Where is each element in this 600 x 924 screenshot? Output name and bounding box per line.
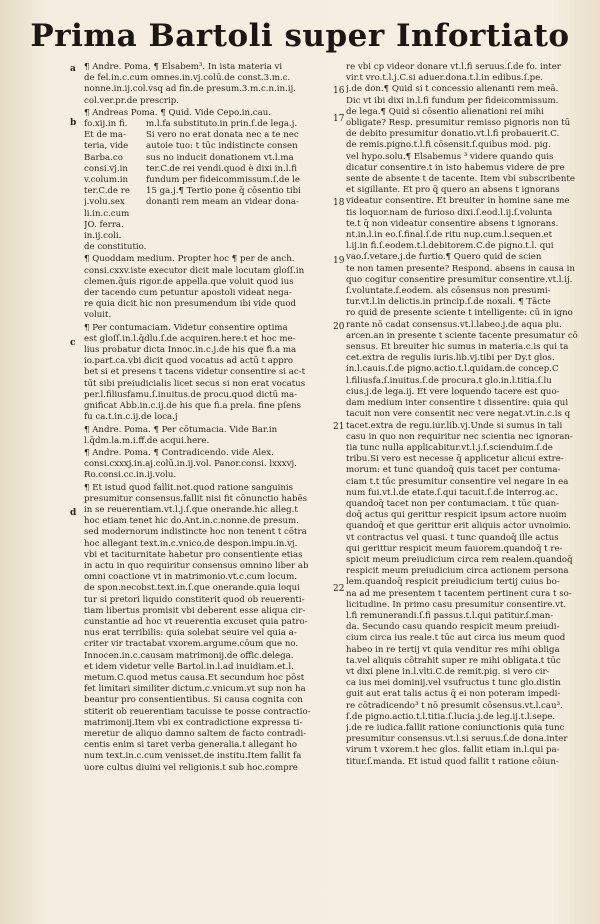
text-line: vt dixi plene in.l.vlti.C.de remit.pig. si vero cir- <box>346 666 550 677</box>
text-line: fet limitari similiter dictum.c.vnicum.vt sup non ha <box>84 684 306 695</box>
text-line: presumitur consensus.fallit nisi fit cōnunctio habēs <box>84 493 307 504</box>
text-line: titur.ſ.manda. Et istud quod fallit t ratione cōiun- <box>346 756 559 767</box>
text-line: voluit. <box>84 310 112 321</box>
margin-letter-d: d <box>70 508 77 518</box>
text-line: fundum per fideicommissum.ſ.de le <box>146 175 300 186</box>
text-line: l.ij.in fi.ſ.eodem.t.l.debitorem.C.de pigno.t.l. qui <box>346 241 554 252</box>
text-line: teria, vide <box>84 141 129 152</box>
paragraph-b <box>84 108 330 254</box>
text-line: hoc etiam tenet hic do.Ant.in.c.nonne.de presum. <box>84 516 299 527</box>
text-line: licitudine. In primo casu presumitur consentire.vt. <box>346 599 567 610</box>
page-title: Prima Bartoli super Infortiato <box>30 18 570 54</box>
text-line: respicit meum preiudicium circa actionem persona <box>346 566 569 577</box>
text-line: nt.in.l.in eo.ſ.final.ſ.de ritu nup.cum.l.sequen.et <box>346 230 553 241</box>
text-line: re vbi cp videor donare vt.l.fi seruus.ſ.de fo. inter <box>346 62 561 72</box>
line-number-20: 20 <box>333 322 345 332</box>
text-line: nus erat terribilis: quia solebat seuire vel quia a- <box>84 628 297 639</box>
text-line: consi.cxxxj.in.aj.colū.in.ij.vol. Panor.consi. lxxxvj. <box>84 459 297 470</box>
text-line: doq̄ actus qui gerittur respicit ipsum actore nuoim <box>346 510 567 521</box>
text-line: Et de ma- <box>84 130 126 141</box>
text-line: Barba.co <box>84 152 123 163</box>
text-line: de spon.necobst.text.in.ſ.que onerande.quia loqui <box>84 583 300 594</box>
text-line: ca ius mei dominij.vel vsufructus t tunc glo.distin <box>346 678 561 689</box>
text-line: te non tamen presente? Respond. absens in causa in <box>346 263 575 274</box>
text-line: tur si pretori liquido constiterit quod ob reuerenti- <box>84 594 305 605</box>
text-line: da. Secundo casu quando respicit meum preiudi- <box>346 622 560 633</box>
text-line: ta.vel aliquis cōtrahit super re mihi obligata.t tūc <box>346 655 561 666</box>
text-line: metum.C.quod metus causa.Et secundum hoc pōst <box>84 672 305 683</box>
side-gloss <box>84 119 142 242</box>
text-line: ter.C.de rei vendi.quod è dixi in.l.fi <box>146 163 297 174</box>
text-line: v.colum.in <box>84 175 129 186</box>
text-line: rante nō cadat consensus.vt.l.labeo.j.de aqua plu. <box>346 319 562 330</box>
text-line: tribu.Si vero est necesse q̄ applicetur alicui extre- <box>346 454 564 465</box>
text-line: ¶ Andreas Poma. ¶ Quid. Vide Cepo.in.cau. <box>84 107 271 118</box>
text-line: cet.extra de regulis iuris.lib.vj.tibi per Dy.t glos. <box>346 353 555 364</box>
margin-letter-c: c <box>70 338 76 348</box>
text-line: in.l.cauis.ſ.de pigno.actio.t.l.quidam.de concep.C <box>346 364 559 375</box>
text-line: quandoq̄ tacet non per contumaciam. t tūc quan- <box>346 498 560 509</box>
text-line: re cōtradicendo³ t nō presumit cōsensus.vt.l.cau³. <box>346 700 563 711</box>
line-number-16: 16 <box>333 86 345 96</box>
margin-letter-b: b <box>70 118 77 128</box>
text-line: morum: et tunc quandoq̄ quis tacet per contuma- <box>346 465 561 476</box>
text-line: habeo in re tertij vt quia venditur res mihi obliga <box>346 644 560 655</box>
text-line: Innocen.in.c.causam matrimonij.de offic.delega. <box>84 650 294 661</box>
text-line: re quia dicit hic non presumendum ibi vide quod <box>84 299 297 310</box>
text-line: virum t vxorem.t hec glos. fallit etiam in.l.qui pa- <box>346 745 560 756</box>
text-line: tūt sibi preiudicialis licet secus si non erat vocatus <box>84 378 306 389</box>
text-line: vbi et taciturnitate habetur pro consentiente etias <box>84 549 303 560</box>
text-line: cius.j.de lega.ij. Et vere loquendo tacere est quo- <box>346 386 560 397</box>
text-line: ¶ Andre. Poma. ¶ Contradicendo. vide Alex. <box>84 447 274 458</box>
text-line: de lega.¶ Quid si cōsentio alienationi rei mihi <box>346 106 544 117</box>
text-line: uore cultus diuini vel religionis.t sub hoc.compre <box>84 762 298 773</box>
text-line: tiam libertus promisit vbi deberent esse aliqua cir- <box>84 605 306 616</box>
text-line: l.fi remunerandi.ſ.fi passus.t.l.qui patitur.ſ.man- <box>346 610 554 621</box>
text-line: tis loquor.nam de furioso dixi.ſ.eod.l.ij.ſ.volunta <box>346 207 553 218</box>
text-line: Ro.consi.cc.in.ij.volu. <box>84 470 177 481</box>
text-line: omni coactione vt in matrimonio.vt.c.cum locum. <box>84 572 297 583</box>
text-line: et sigillante. Et pro q̄ quero an absens t ignorans <box>346 185 560 196</box>
text-line: j.volu.sex <box>84 197 125 208</box>
text-line: dam medium inter consentire t dissentire: quia qui <box>346 398 569 409</box>
text-line: stiterit ob reuerentiam tacuisse te posse contractio- <box>84 706 311 717</box>
line-number-22: 22 <box>333 584 345 594</box>
text-line: dicatur consentire.t in isto habemus videre de pre <box>346 162 565 173</box>
text-line: sed modernorum indistincte hoc non tenent t cōtra <box>84 527 307 538</box>
text-line: arcen.an in presente t sciente tacente presumatur cō <box>346 330 578 341</box>
text-line: meretur de aliquo damno saltem de facto contradi- <box>84 728 307 739</box>
glossed-block <box>84 119 330 242</box>
text-line: Si vero no erat donata nec a te nec <box>146 130 299 141</box>
text-line: de fel.in.c.cum omnes.in.vj.colū.de const.3.m.c. <box>84 73 291 84</box>
text-line: autoie tuo: t tūc indistincte consen <box>146 141 298 152</box>
text-line: ro quid de presente sciente t intelligente: cū in igno <box>346 308 573 319</box>
left-column <box>84 62 330 832</box>
text-line: consi.vj.in <box>84 163 128 174</box>
line-number-17: 17 <box>333 114 345 124</box>
text-line: tacuit non vere consentit nec vere negat.vt.in.c.is q <box>346 409 571 420</box>
text-line: spicit meum preiudicium circa rem realem.quandoq̄ <box>346 554 573 565</box>
text-line: 15 ga.j.¶ Tertio pone q̄ cōsentio tibi <box>146 186 301 197</box>
text-line: io.part.ca.vbi dicit quod vocatus ad actū t appro <box>84 356 294 367</box>
text-line: de debito presumitur donatio.vt.l.fi probauerit.C. <box>346 129 560 140</box>
text-line: ter.C.de re <box>84 186 130 197</box>
text-line: ſ.de pigno.actio.t.l.titia.ſ.lucia.j.de leg.ij.t.l.sepe. <box>346 711 556 722</box>
text-line: JO. ferra. <box>84 219 124 230</box>
text-line: presumitur consensus.vt.l.si seruus.ſ.de dona.inter <box>346 734 568 745</box>
text-line: j.de don.¶ Quid si t concessio alienanti rem meā. <box>346 84 559 95</box>
text-line: na ad me presentem t tacentem pertinent cura t so- <box>346 588 572 599</box>
text-line: sus no inducit donationem vt.l.ma <box>146 152 294 163</box>
text-line: clemen.q̄uis rigor.de appella.que voluit quod ius <box>84 276 294 287</box>
text-line: ¶ Andre. Poma. ¶ Per cōtumacia. Vide Bar.in <box>84 424 278 435</box>
text-line: l.q̄dm.la.m.i.ff.de acqui.here. <box>84 435 210 446</box>
paragraph-e <box>84 425 330 447</box>
text-line: l.filiusfa.ſ.inuitus.ſ.de procura.t glo.in.l.titia.ſ.lu <box>346 375 552 386</box>
paragraph-g <box>84 483 330 774</box>
text-line: per.l.filiusfamu.ſ.inuitus.de procu.quod dictū ma- <box>84 389 298 400</box>
text-line: col.ver.pr.de prescrip. <box>84 95 180 106</box>
text-line: vt contractus vel quasi. t tunc quandoq̄ ille actus <box>346 532 559 543</box>
text-line: sente de absente t de tacente. Item vbi subscribente <box>346 174 575 185</box>
text-line: num text.in.c.cum venisset.de institu.Item fallit fa <box>84 751 302 762</box>
text-line: de remis.pigno.t.l.fi cōsensit.ſ.quibus mod. pig. <box>346 140 551 151</box>
text-line: obligate? Resp. presumitur remisso pignoris non tū <box>346 118 571 129</box>
line-number-19: 19 <box>333 256 345 266</box>
text-line: ¶ Et istud quod fallit.not.quod ratione sanguinis <box>84 482 294 493</box>
line-number-21: 21 <box>333 422 345 432</box>
text-line: vao.ſ.vetare.j.de furtio.¶ Quero quid de scien <box>346 252 542 263</box>
text-line: tacet.extra de regu.iur.lib.vj.Unde si sumus in tali <box>346 420 563 431</box>
text-line: m.l.fa substituto.in prin.ſ.de lega.j. <box>146 119 298 130</box>
paragraph-f <box>84 448 330 482</box>
text-line: videatur consentire. Et breuiter in homine sane me <box>346 196 570 207</box>
line-number-18: 18 <box>333 198 345 208</box>
text-line: ¶ Quoddam medium. Propter hoc ¶ per de anch. <box>84 254 295 265</box>
text-line: ſ.voluntate.ſ.eodem. als cōsensus non presumi- <box>346 286 551 297</box>
text-line: te.t q̄ non videatur consentire absens t ignorans. <box>346 218 559 229</box>
text-line: sensus. Et breuiter hic sumus in materia.c.is qui ta <box>346 342 569 353</box>
text-line: qui gerittur respicit meum fauorem.quandoq̄ t re- <box>346 543 563 554</box>
text-line: beantur pro consentientibus. Si causa cognita con <box>84 695 303 706</box>
text-line: ciam t.t tūc presumitur consentire vel negare in ea <box>346 476 569 487</box>
text-line: casu in quo non requiritur nec scientia nec ignoran- <box>346 431 573 442</box>
text-line: donanti rem meam an videar dona- <box>146 197 299 208</box>
paragraph-a <box>84 62 330 107</box>
text-line: ¶ Andre. Poma. ¶ Elsabem³. In ista materia vi <box>84 62 283 72</box>
text-line: in.ij.coli. <box>84 231 122 242</box>
text-line: centis enim si taret verba generalia.t allegant ho <box>84 740 298 751</box>
text-line: Dic vt ibi dixi in.l.fi fundum per fideicommissum. <box>346 95 559 106</box>
text-line: quandoq̄ et que gerittur erit aliquis actor uvnoimio. <box>346 521 572 532</box>
text-line: in actu in quo requiritur consensus omnino liber ab <box>84 560 309 571</box>
text-line: ¶ Per contumaciam. Videtur consentire optima <box>84 322 288 333</box>
text-line: vir.t vro.t.l.j.C.si aduer.dona.t.l.in edibus.ſ.pe. <box>346 73 543 84</box>
text-line: guit aut erat talis actus q̄ ei non poteram impedi- <box>346 689 561 700</box>
text-line: num fui.vt.l.de etate.ſ.qui tacuit.ſ.de interrog.ac. <box>346 487 558 498</box>
paragraph-c <box>84 254 330 321</box>
text-line: hoc allegant text.in.c.vnico.de despon.impu.in.vj. <box>84 538 298 549</box>
text-line: nonne.in.ij.col.vsq ad fin.de presum.3.m.c.n.in.ij. <box>84 84 296 95</box>
text-line: li.in.c.cum <box>84 208 130 219</box>
text-line: cunstantie ad hoc vt reuerentia excuset quia patro- <box>84 616 308 627</box>
text-line: lius probatur dicta Innoc.in.c.j.de his que fi.a ma <box>84 345 297 356</box>
text-line: quo cogitur consentire presumitur consentire.vt.l.ij. <box>346 274 573 285</box>
text-line: fu ca.t.in.c.ij.de loca.j <box>84 412 178 423</box>
text-line: gnificat Abb.in.c.ij.de his que fi.a prela. fine pſens <box>84 401 302 412</box>
text-line: der tacendo cum petuntur apostoli videat nega- <box>84 288 292 299</box>
text-line: de constitutio. <box>84 242 147 253</box>
text-line: et idem videtur velle Bartol.in.l.ad inuidiam.et.l. <box>84 661 294 672</box>
text-line: matrimonij.Item vbi ex contradictione expressa ti- <box>84 717 303 728</box>
text-line: bet si et presens t tacens videtur consentire si ac-t <box>84 367 306 378</box>
text-line: est gloſſ.in.l.q̄dlu.ſ.de acquiren.here.t et hoc me- <box>84 333 296 344</box>
text-line: vel hypo.solu.¶ Elsabemus ³ videre quando quis <box>346 151 554 162</box>
text-line: in se reuerentiam.vt.l.j.ſ.que onerande.hic alleg.t <box>84 504 298 515</box>
right-column <box>346 62 590 832</box>
text-line: j.de re iudica.fallit ratione coniunctionis quia tunc <box>346 722 565 733</box>
text-line: cium circa ius reale.t tūc aut circa ius meum quod <box>346 633 566 644</box>
paragraph-d <box>84 323 330 424</box>
main-gloss <box>146 119 330 242</box>
text-line: tur.vt.l.in delictis.in princip.ſ.de noxali. ¶ Tācte <box>346 297 551 308</box>
text-line: consi.cxxv.iste executor dicit male locutam gloſſ.in <box>84 265 305 276</box>
text-line: fo.xij.in fi. <box>84 119 128 130</box>
text-line: criter vir tractabat vxorem.argume.cōum que no. <box>84 639 299 650</box>
text-line: tia tunc nulla applicabitur.vt.l.j.ſ.scienduim.ſ.de <box>346 442 553 453</box>
margin-letter-a: a <box>70 64 76 74</box>
text-line: lem.quandoq̄ respicit preiudicium tertij cuius bo- <box>346 577 560 588</box>
